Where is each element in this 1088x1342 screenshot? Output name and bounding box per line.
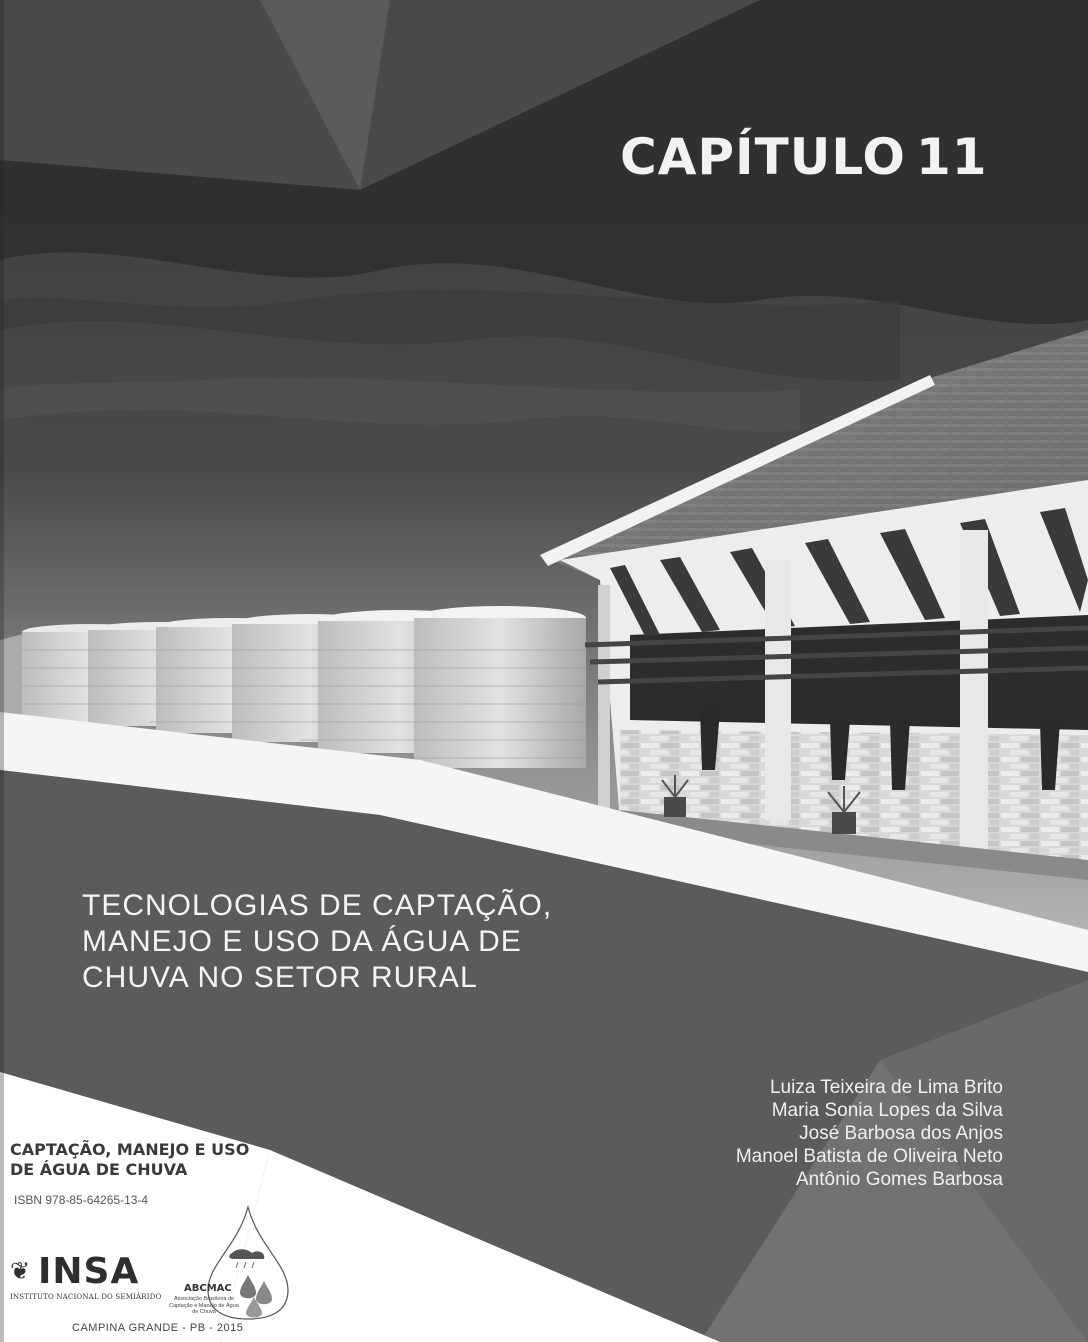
author-name: Manoel Batista de Oliveira Neto xyxy=(735,1146,1003,1167)
abcmac-logo xyxy=(168,1205,298,1320)
chapter-title-line: CHUVA NO SETOR RURAL xyxy=(82,961,478,994)
chapter-heading xyxy=(620,128,1060,186)
author-name: José Barbosa dos Anjos xyxy=(799,1123,1003,1144)
chapter-label: CAPÍTULO xyxy=(620,128,906,186)
author-name: Maria Sonia Lopes da Silva xyxy=(771,1100,1003,1121)
abcmac-logo-description: Associação Brasileira de Captação e Manejo de Água de Chuva xyxy=(169,1296,239,1315)
chapter-title-line: MANEJO E USO DA ÁGUA DE xyxy=(82,925,522,958)
series-title-line: CAPTAÇÃO, MANEJO E USO xyxy=(10,1140,250,1159)
chapter-title xyxy=(82,888,642,996)
insa-logo xyxy=(10,1251,162,1305)
insa-logo-name: INSA xyxy=(38,1251,140,1292)
author-name: Antônio Gomes Barbosa xyxy=(795,1169,1003,1190)
chapter-title-line: TECNOLOGIAS DE CAPTAÇÃO, xyxy=(82,889,553,922)
plant-icon: ❦ xyxy=(10,1257,31,1285)
insa-logo-subtitle: INSTITUTO NACIONAL DO SEMIÁRIDO xyxy=(10,1293,162,1301)
author-name: Luiza Teixeira de Lima Brito xyxy=(769,1077,1003,1098)
isbn: ISBN 978-85-64265-13-4 xyxy=(14,1193,149,1207)
abcmac-logo-name: ABCMAC xyxy=(184,1283,232,1294)
book-series-title xyxy=(10,1140,249,1180)
chapter-number: 11 xyxy=(915,128,988,186)
series-title-line: DE ÁGUA DE CHUVA xyxy=(10,1160,188,1179)
author-list xyxy=(736,1076,1003,1191)
imprint: CAMPINA GRANDE - PB - 2015 xyxy=(72,1322,244,1334)
